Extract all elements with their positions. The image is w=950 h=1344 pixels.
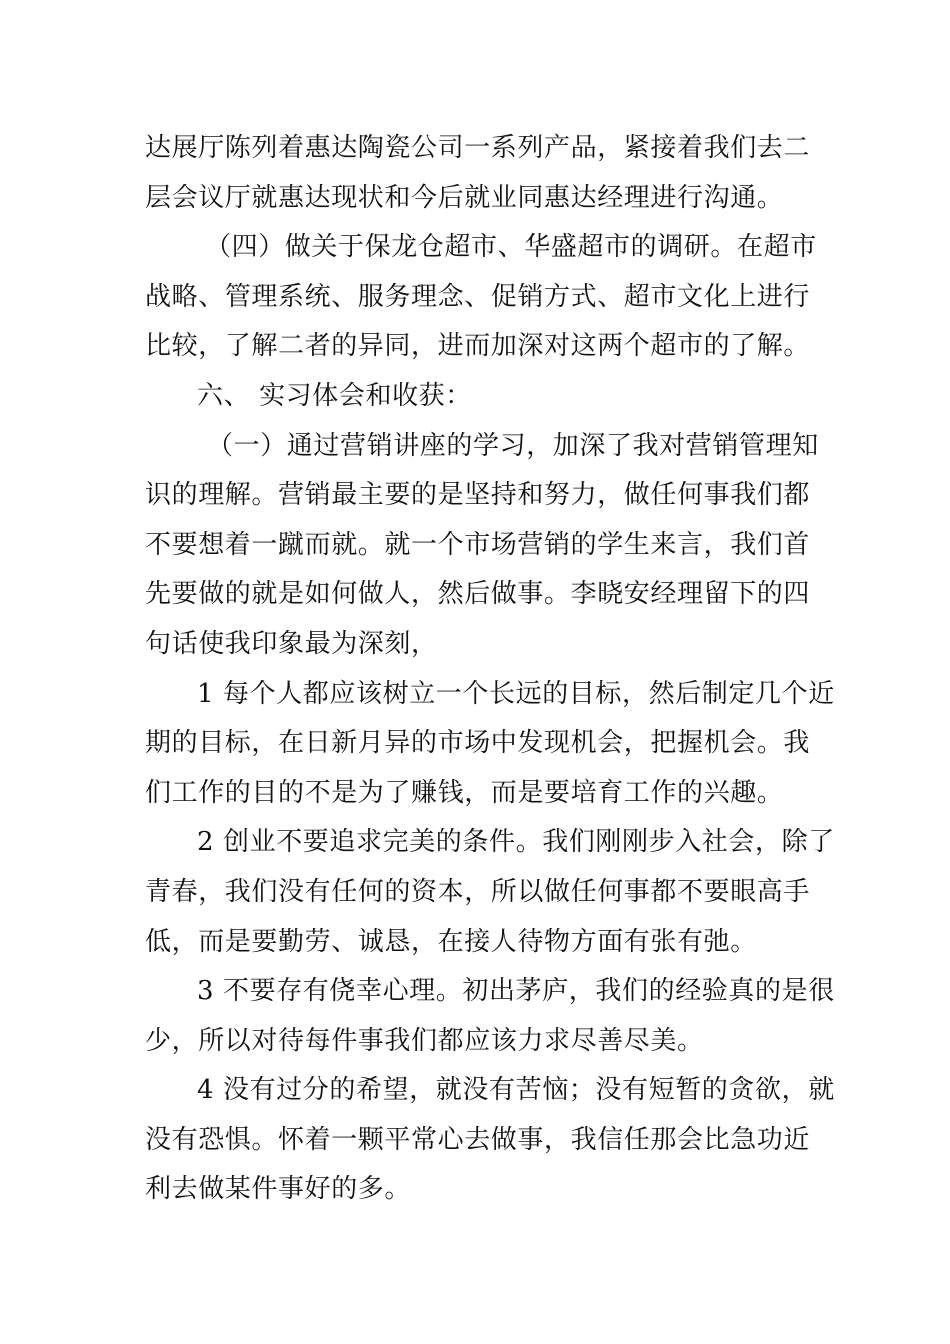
text-line: 不要想着一蹴而就。就一个市场营销的学生来言，我们首 [145,529,811,560]
text-line: 青春，我们没有任何的资本，所以做任何事都不要眼高手 [145,876,811,907]
text-line: （一）通过营销讲座的学习，加深了我对营销管理知 [207,430,819,461]
text-line: 层会议厅就惠达现状和今后就业同惠达经理进行沟通。 [145,182,784,213]
text-line: 战略、管理系统、服务理念、促销方式、超市文化上进行 [145,281,811,312]
text-line: 2 创业不要追求完美的条件。我们刚刚步入社会，除了 [197,827,835,858]
text-line: 比较，了解二者的异同，进而加深对这两个超市的了解。 [145,331,811,362]
text-line: 少，所以对待每件事我们都应该力求尽善尽美。 [145,1025,704,1056]
text-line: 低，而是要勤劳、诚恳，在接人待物方面有张有弛。 [145,926,757,957]
document-body [145,124,835,1215]
text-line: 达展厅陈列着惠达陶瓷公司一系列产品，紧接着我们去二 [145,133,811,163]
text-line: 3 不要存有侥幸心理。初出茅庐，我们的经验真的是很 [197,976,835,1007]
text-line: 们工作的目的不是为了赚钱，而是要培育工作的兴趣。 [145,777,784,808]
text-line: 1 每个人都应该树立一个长远的目标，然后制定几个近 [197,678,835,709]
text-line: 先要做的就是如何做人，然后做事。李晓安经理留下的四 [145,579,811,610]
text-line: 句话使我印象最为深刻， [145,628,438,659]
text-line: 识的理解。营销最主要的是坚持和努力，做任何事我们都 [145,480,811,511]
text-line: （四）做关于保龙仓超市、华盛超市的调研。在超市 [205,232,817,263]
text-line: 没有恐惧。怀着一颗平常心去做事，我信任那会比急功近 [145,1124,811,1155]
text-line: 利去做某件事好的多。 [145,1174,412,1205]
section-heading: 六、 实习体会和收获： [197,380,472,411]
text-line: 4 没有过分的希望，就没有苦恼；没有短暂的贪欲，就 [197,1075,835,1106]
text-line: 期的目标，在日新月异的市场中发现机会，把握机会。我 [145,728,811,759]
